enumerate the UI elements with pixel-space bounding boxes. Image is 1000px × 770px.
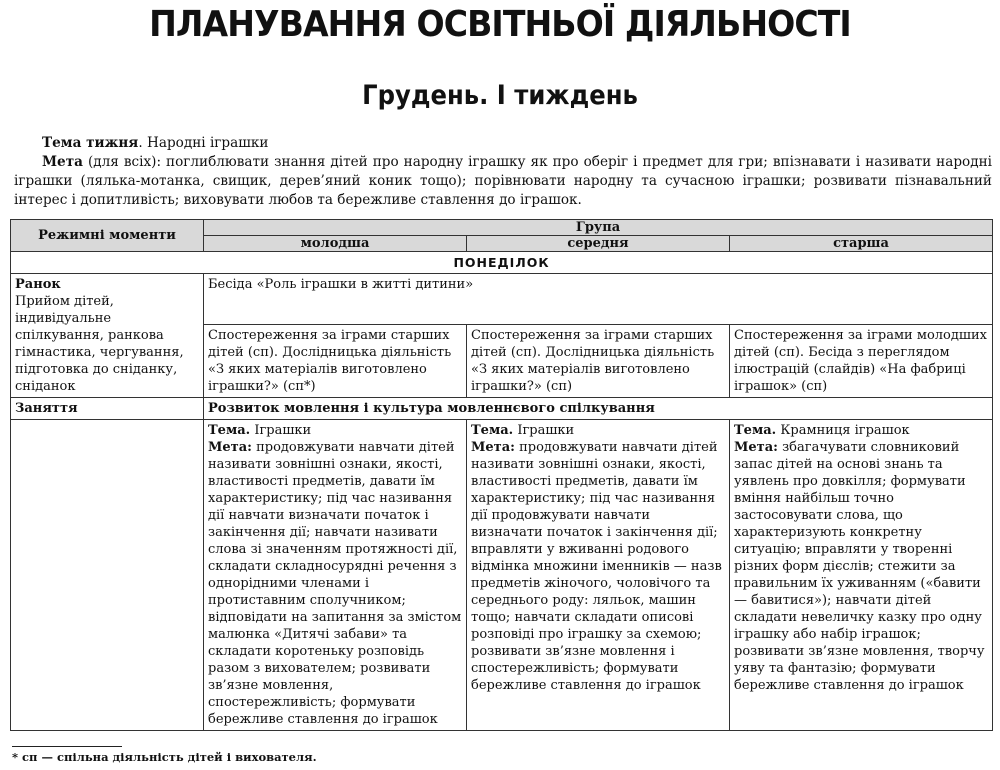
- lesson-goal-label: Мета:: [471, 440, 515, 455]
- page-title: ПЛАНУВАННЯ ОСВІТНЬОЇ ДІЯЛЬНОСТІ: [149, 4, 851, 45]
- topic-line: Тема тижня. Народні іграшки: [42, 135, 269, 151]
- morning-desc: Прийом дітей, індивідуальне спілкування, ранкова гімнастика, чергування, підготовка до сніданку, сніданок: [15, 294, 184, 394]
- lesson-topic-label: Тема.: [734, 423, 777, 438]
- morning-regime-cell: [11, 274, 204, 398]
- lesson-goal: продовжувати навчати дітей називати зовнішні ознаки, якості, властивості предметів, давати їм характеристику; під час називання дії продовжувати навчати визначати початок і закінчення дії; вправляти у вживанні родового відмінка множини іменників — назв предметів жіночого, чоловічого та середнього роду: ляльок, машин тощо; навчати складати описові розповіді про іграшку за схемою; розвивати зв’язне мовлення і спостережливість; формувати бережливе ставлення до іграшок: [471, 440, 722, 693]
- lesson-goal: продовжувати навчати дітей називати зовнішні ознаки, якості, властивості предметів, давати їм характеристику; під час називання дії навчати визначати початок і закінчення дії; навчати називати слова зі значенням протяжності дії, складати складносурядні речення з однорідними членами і протиставним сполучником; відповідати на запитання за змістом малюнка «Дитячі забави» та складати коротеньку розповідь разом з вихователем; розвивати зв’язне мовлення, спостережливість; формувати бережливе ставлення до іграшок: [208, 440, 462, 727]
- group-junior: молодша: [204, 236, 467, 252]
- morning-title: Ранок: [15, 277, 61, 292]
- group-senior: старша: [730, 236, 993, 252]
- morning-common: Бесіда «Роль іграшки в житті дитини»: [204, 274, 993, 325]
- goal-text: поглиблювати знання дітей про народну іграшку як про оберіг і предмет для гри; впізнавати і називати народні іграшки (лялька-мотанка, свищик, дерев’яний коник тощо); порівнювати народну та сучасною іграшки; розвивати пізнавальний інтерес і допитливість; виховувати любов та бережливе ставлення до іграшок.: [14, 154, 993, 208]
- lessons-senior: [730, 420, 993, 731]
- lesson-goal-label: Мета:: [734, 440, 778, 455]
- lesson-goal: збагачувати словниковий запас дітей на основі знань та уявлень про довкілля; формувати вміння найбільш точно застосовувати слова, що характеризують конкретну ситуацію; вправляти у творенні різних форм дієслів; стежити за правильним їх уживанням («бавити — бавитися»); навчати дітей складати невеличку казку про одну іграшку або набір іграшок; розвивати зв’язне мовлення, творчу уяву та фантазію; формувати бережливе ставлення до іграшок: [734, 440, 985, 693]
- lesson-topic: Іграшки: [517, 423, 575, 438]
- footnote-divider: [12, 746, 122, 747]
- page-subtitle: Грудень. І тиждень: [362, 80, 638, 111]
- morning-junior: Спостереження за іграми старших дітей (сп). Дослідницька діяльність «З яких матеріалів виготовлено іграшки?» (сп*): [204, 325, 467, 398]
- lessons-common: Розвиток мовлення і культура мовленнєвого спілкування: [204, 398, 993, 420]
- lessons-junior: [204, 420, 467, 731]
- lesson-topic: Крамниця іграшок: [780, 423, 910, 438]
- plan-table: [10, 219, 993, 731]
- lessons-regime-empty: [11, 420, 204, 731]
- lesson-goal-label: Мета:: [208, 440, 252, 455]
- topic-value: Народні іграшки: [147, 135, 269, 151]
- goal-line: Мета (для всіх): поглиблювати знання дітей про народну іграшку як про оберіг і предмет для гри; впізнавати і називати народні іграшки (лялька-мотанка, свищик, дерев’яний коник тощо); порівнювати народну та сучасною іграшки; розвивати пізнавальний інтерес і допитливість; виховувати любов та бережливе ставлення до іграшок.: [14, 154, 993, 208]
- lessons-common-row: [11, 398, 993, 420]
- lessons-groups-row: [11, 420, 993, 731]
- topic-label: Тема тижня: [42, 135, 139, 151]
- lesson-topic: Іграшки: [254, 423, 312, 438]
- day-row: [11, 252, 993, 274]
- lessons-middle: [467, 420, 730, 731]
- lesson-topic-label: Тема.: [208, 423, 251, 438]
- morning-middle: Спостереження за іграми старших дітей (сп). Дослідницька діяльність «З яких матеріалів виготовлено іграшки?» (сп): [467, 325, 730, 398]
- footnote: * сп — спільна діяльність дітей і вихователя.: [12, 750, 317, 764]
- lesson-topic-label: Тема.: [471, 423, 514, 438]
- col-group-header: Група: [204, 220, 993, 236]
- goal-label: Мета: [42, 154, 83, 170]
- header-row: [11, 220, 993, 236]
- col-regime-header: Режимні моменти: [11, 220, 204, 252]
- goal-qualifier: (для всіх): [87, 154, 157, 170]
- day-label: ПОНЕДІЛОК: [11, 252, 993, 274]
- lessons-title: Заняття: [11, 398, 204, 420]
- morning-senior: Спостереження за іграми молодших дітей (сп). Бесіда з переглядом ілюстрацій (слайдів) «На фабриці іграшок» (сп): [730, 325, 993, 398]
- group-middle: середня: [467, 236, 730, 252]
- intro: [14, 134, 992, 210]
- morning-common-row: [11, 274, 993, 325]
